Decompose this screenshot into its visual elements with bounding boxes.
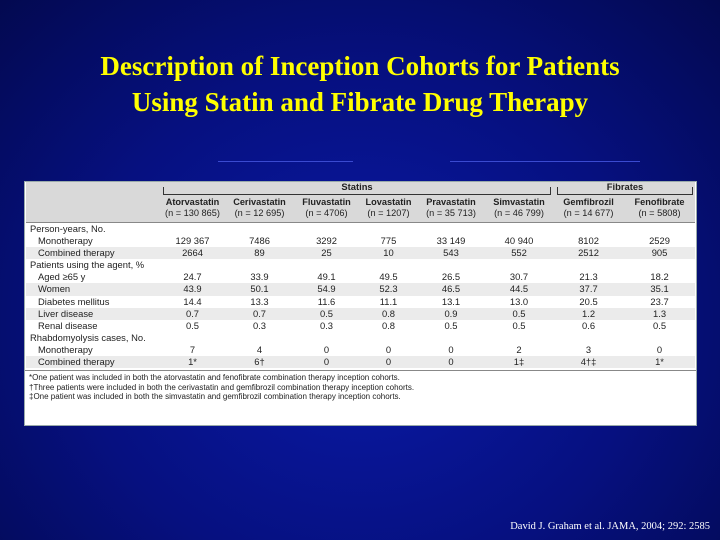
footnotes: [25, 370, 696, 402]
decorative-divider-left: [218, 161, 353, 162]
cohort-table: [26, 182, 695, 368]
statins-group-bracket: [163, 181, 551, 195]
table-row: [26, 271, 695, 283]
table-cell: 13.0: [509, 295, 529, 307]
statins-group-label: Statins: [337, 181, 376, 192]
row-label: Combined therapy: [26, 356, 159, 368]
table-cell: 89: [226, 247, 293, 259]
column-header: Simvastatin (n = 46 799): [485, 195, 553, 223]
row-label: Diabetes mellitus: [38, 295, 110, 307]
table-cell: 0: [417, 356, 485, 368]
table-cell: 552: [485, 247, 553, 259]
table-cell: 0.8: [381, 319, 396, 331]
table-cell: 52.3: [360, 283, 417, 295]
table-cell: 0.9: [417, 308, 485, 320]
table-cell: 13.3: [250, 295, 269, 307]
slide-title-line-1: Description of Inception Cohorts for Patients: [100, 51, 620, 81]
row-label: Monotherapy: [38, 235, 93, 247]
table-cell: 40 940: [504, 235, 534, 247]
table-cell: 43.9: [159, 283, 226, 295]
slide-title-line-2: Using Statin and Fibrate Drug Therapy: [131, 87, 589, 117]
table-row: [26, 344, 695, 356]
row-label: Renal disease: [38, 319, 98, 331]
table-cell: 49.5: [379, 271, 398, 283]
table-cell: 0: [448, 343, 454, 355]
table-cell: 35.1: [624, 283, 695, 295]
column-header: Fluvastatin (n = 4706): [293, 195, 360, 223]
column-header: Lovastatin (n = 1207): [360, 195, 417, 223]
fibrates-group-bracket: [557, 181, 693, 195]
table-row: [26, 308, 695, 320]
table-cell: 20.5: [579, 295, 598, 307]
row-label: Aged ≥65 y: [38, 271, 86, 283]
table-cell: 13.1: [441, 295, 461, 307]
table-cell: 24.7: [183, 271, 202, 283]
row-label: Monotherapy: [38, 343, 93, 355]
decorative-divider-right: [450, 161, 640, 162]
table-cell: 0: [323, 343, 330, 355]
column-header: Pravastatin (n = 35 713): [417, 195, 485, 223]
table-cell: 129 367: [175, 235, 210, 247]
table-cell: 21.3: [579, 271, 598, 283]
table-cell: 775: [380, 235, 397, 247]
column-header: Gemfibrozil (n = 14 677): [553, 195, 624, 223]
table-cell: 0.5: [185, 319, 200, 331]
table-cell: 14.4: [183, 295, 202, 307]
table-row: [26, 356, 695, 368]
table-cell: 7: [189, 343, 196, 355]
table-cell: 30.7: [509, 271, 529, 283]
slide-title: [0, 48, 720, 120]
group-header-row: [26, 182, 695, 195]
table-cell: 4†‡: [553, 356, 624, 368]
table-cell: 3: [585, 343, 592, 355]
table-cell: 7486: [249, 235, 270, 247]
table-row: [26, 235, 695, 247]
table-cell: 0: [293, 356, 360, 368]
table-row: [26, 296, 695, 308]
table-row: [26, 283, 695, 295]
row-label: Person-years, No.: [26, 223, 695, 236]
table-cell: 26.5: [441, 271, 461, 283]
table-cell: 0: [385, 343, 392, 355]
table-cell: 0.3: [319, 319, 334, 331]
table-cell: 49.1: [317, 271, 336, 283]
table-cell: 0.7: [226, 308, 293, 320]
table-cell: 2529: [649, 235, 670, 247]
table-cell: 1.3: [624, 308, 695, 320]
table-row: [26, 320, 695, 332]
fibrates-group-label: Fibrates: [603, 181, 647, 192]
table-cell: 0.3: [252, 319, 267, 331]
table-cell: 0: [360, 356, 417, 368]
table-cell: 33.9: [250, 271, 269, 283]
table-cell: 2664: [159, 247, 226, 259]
table-cell: 0.5: [293, 308, 360, 320]
table-row: [26, 259, 695, 271]
footnote: *One patient was included in both the atorvastatin and fenofibrate combination therapy inception cohorts.: [29, 373, 400, 383]
table-row: [26, 223, 695, 236]
table-cell: 11.6: [317, 295, 336, 307]
table-cell: 0.5: [485, 308, 553, 320]
citation: David J. Graham et al. JAMA, 2004; 292: 2585: [510, 521, 710, 532]
column-header: Atorvastatin (n = 130 865): [159, 195, 226, 223]
table-cell: 33 149: [436, 235, 466, 247]
cohort-table-panel: [24, 181, 697, 426]
footnote: ‡One patient was included in both the simvastatin and gemfibrozil combination therapy inception cohorts.: [29, 392, 401, 402]
row-label: Women: [26, 283, 159, 295]
table-cell: 0.5: [512, 319, 526, 331]
table-cell: 2: [516, 343, 522, 355]
table-cell: 10: [360, 247, 417, 259]
table-cell: 0.7: [159, 308, 226, 320]
table-cell: 2512: [553, 247, 624, 259]
row-label: Combined therapy: [26, 247, 159, 259]
table-cell: 37.7: [553, 283, 624, 295]
table-cell: 0: [656, 343, 663, 355]
table-cell: 44.5: [485, 283, 553, 295]
table-cell: 6†: [226, 356, 293, 368]
row-label: Liver disease: [26, 308, 159, 320]
column-header-row: [26, 195, 695, 223]
table-cell: 1*: [624, 356, 695, 368]
table-row: [26, 332, 695, 344]
table-cell: 1‡: [485, 356, 553, 368]
table-cell: 46.5: [417, 283, 485, 295]
table-cell: 1*: [159, 356, 226, 368]
table-row: [26, 247, 695, 259]
table-cell: 0.5: [444, 319, 458, 331]
table-cell: 0.6: [582, 319, 596, 331]
table-cell: 3292: [316, 235, 337, 247]
row-label: Patients using the agent, %: [30, 259, 145, 271]
table-body: [26, 223, 695, 369]
table-cell: 543: [417, 247, 485, 259]
table-cell: 25: [293, 247, 360, 259]
table-cell: 0.8: [360, 308, 417, 320]
column-header: Cerivastatin (n = 12 695): [226, 195, 293, 223]
table-cell: 4: [256, 343, 263, 355]
column-header: Fenofibrate (n = 5808): [624, 195, 695, 223]
table-cell: 905: [624, 247, 695, 259]
table-cell: 50.1: [226, 283, 293, 295]
table-cell: 11.1: [379, 295, 398, 307]
table-cell: 23.7: [650, 295, 669, 307]
footnote: †Three patients were included in both the cerivastatin and gemfibrozil combination therapy inception cohorts.: [29, 382, 415, 392]
table-cell: 18.2: [650, 271, 669, 283]
table-cell: 54.9: [293, 283, 360, 295]
row-label: Rhabdomyolysis cases, No.: [30, 331, 146, 343]
table-cell: 1.2: [553, 308, 624, 320]
table-cell: 0.5: [653, 319, 667, 331]
table-cell: 8102: [578, 235, 599, 247]
